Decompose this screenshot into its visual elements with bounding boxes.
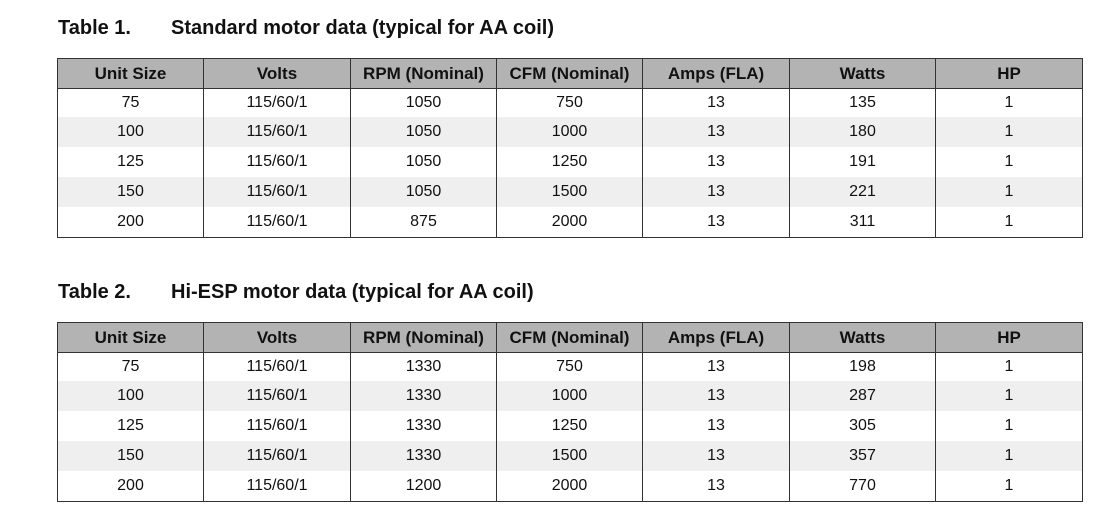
- cell-unit-size: 100: [58, 381, 204, 411]
- hi-esp-motor-table-section: [57, 278, 1082, 494]
- cell-unit-size: 150: [58, 441, 204, 471]
- cell-watts: 357: [790, 441, 936, 471]
- header-row: [58, 59, 1083, 89]
- column-header-cfm: CFM (Nominal): [497, 59, 643, 89]
- cell-volts: 115/60/1: [204, 147, 351, 177]
- cell-watts: 135: [790, 89, 936, 118]
- cell-cfm: 1000: [497, 117, 643, 147]
- cell-amps: 13: [643, 207, 790, 238]
- cell-amps: 13: [643, 471, 790, 502]
- cell-volts: 115/60/1: [204, 207, 351, 238]
- cell-watts: 311: [790, 207, 936, 238]
- cell-unit-size: 150: [58, 177, 204, 207]
- cell-amps: 13: [643, 353, 790, 382]
- cell-watts: 305: [790, 411, 936, 441]
- cell-hp: 1: [936, 353, 1083, 382]
- cell-cfm: 2000: [497, 207, 643, 238]
- cell-hp: 1: [936, 441, 1083, 471]
- cell-rpm: 875: [351, 207, 497, 238]
- table-number: Table 2.: [58, 281, 131, 303]
- cell-unit-size: 125: [117, 417, 144, 434]
- cell-hp: 1: [936, 177, 1083, 207]
- table-row: [58, 117, 1083, 147]
- cell-volts: 115/60/1: [204, 177, 351, 207]
- cell-rpm: 1330: [351, 381, 497, 411]
- cell-watts: 221: [790, 177, 936, 207]
- column-header-hp: HP: [936, 59, 1083, 89]
- table-row: [58, 177, 1083, 207]
- table-row: [58, 471, 1083, 502]
- cell-amps: 13: [643, 411, 790, 441]
- cell-cfm: 1500: [497, 441, 643, 471]
- cell-unit-size: 200: [117, 477, 144, 494]
- cell-volts: 115/60/1: [204, 117, 351, 147]
- column-header-watts: Watts: [790, 59, 936, 89]
- cell-hp: 1: [936, 147, 1083, 177]
- cell-unit-size: 75: [121, 94, 140, 111]
- cell-amps: 13: [643, 177, 790, 207]
- table-row: [58, 353, 1083, 382]
- standard-motor-table-section: [57, 14, 1082, 230]
- column-header-amps: Amps (FLA): [643, 323, 790, 353]
- column-header-unit-size: Unit Size: [58, 323, 204, 353]
- cell-amps: 13: [643, 117, 790, 147]
- cell-volts: 115/60/1: [204, 89, 351, 118]
- table-row: [58, 207, 1083, 238]
- cell-volts: 115/60/1: [204, 381, 351, 411]
- cell-volts: 115/60/1: [204, 411, 351, 441]
- cell-hp: 1: [936, 411, 1083, 441]
- cell-hp: 1: [936, 207, 1083, 238]
- table-row: [58, 441, 1083, 471]
- cell-hp: 1: [936, 471, 1083, 502]
- table-row: [58, 381, 1083, 411]
- table-title: Hi-ESP motor data (typical for AA coil): [171, 281, 534, 303]
- cell-watts: 198: [790, 353, 936, 382]
- cell-watts: 180: [790, 117, 936, 147]
- cell-rpm: 1050: [351, 147, 497, 177]
- table-caption: [58, 14, 1082, 42]
- cell-hp: 1: [936, 89, 1083, 118]
- cell-rpm: 1200: [351, 471, 497, 502]
- cell-cfm: 1250: [497, 147, 643, 177]
- cell-cfm: 1000: [497, 381, 643, 411]
- cell-watts: 770: [790, 471, 936, 502]
- table-title: Standard motor data (typical for AA coil): [171, 17, 554, 39]
- header-row: [58, 323, 1083, 353]
- column-header-watts: Watts: [790, 323, 936, 353]
- cell-rpm: 1050: [351, 117, 497, 147]
- column-header-unit-size: Unit Size: [58, 59, 204, 89]
- cell-volts: 115/60/1: [204, 353, 351, 382]
- cell-rpm: 1050: [351, 177, 497, 207]
- cell-hp: 1: [936, 117, 1083, 147]
- cell-cfm: 1500: [497, 177, 643, 207]
- column-header-amps: Amps (FLA): [643, 59, 790, 89]
- cell-volts: 115/60/1: [204, 441, 351, 471]
- column-header-volts: Volts: [204, 59, 351, 89]
- column-header-cfm: CFM (Nominal): [497, 323, 643, 353]
- column-header-volts: Volts: [204, 323, 351, 353]
- cell-unit-size: 100: [58, 117, 204, 147]
- column-header-rpm: RPM (Nominal): [351, 59, 497, 89]
- cell-watts: 191: [790, 147, 936, 177]
- cell-cfm: 2000: [497, 471, 643, 502]
- cell-unit-size: 200: [117, 213, 144, 230]
- cell-cfm: 750: [497, 353, 643, 382]
- table-row: [58, 411, 1083, 441]
- table-row: [58, 147, 1083, 177]
- cell-unit-size: 125: [117, 153, 144, 170]
- cell-hp: 1: [936, 381, 1083, 411]
- cell-volts: 115/60/1: [204, 471, 351, 502]
- cell-watts: 287: [790, 381, 936, 411]
- cell-cfm: 750: [497, 89, 643, 118]
- hi-esp-motor-data-table: [57, 322, 1083, 502]
- column-header-hp: HP: [936, 323, 1083, 353]
- cell-rpm: 1330: [351, 411, 497, 441]
- cell-rpm: 1050: [351, 89, 497, 118]
- cell-amps: 13: [643, 441, 790, 471]
- cell-amps: 13: [643, 147, 790, 177]
- cell-cfm: 1250: [497, 411, 643, 441]
- cell-amps: 13: [643, 89, 790, 118]
- table-row: [58, 89, 1083, 118]
- cell-unit-size: 75: [121, 358, 140, 375]
- cell-rpm: 1330: [351, 353, 497, 382]
- table-caption: [58, 278, 1082, 306]
- column-header-rpm: RPM (Nominal): [351, 323, 497, 353]
- cell-rpm: 1330: [351, 441, 497, 471]
- table-number: Table 1.: [58, 17, 131, 39]
- standard-motor-data-table: [57, 58, 1083, 238]
- cell-amps: 13: [643, 381, 790, 411]
